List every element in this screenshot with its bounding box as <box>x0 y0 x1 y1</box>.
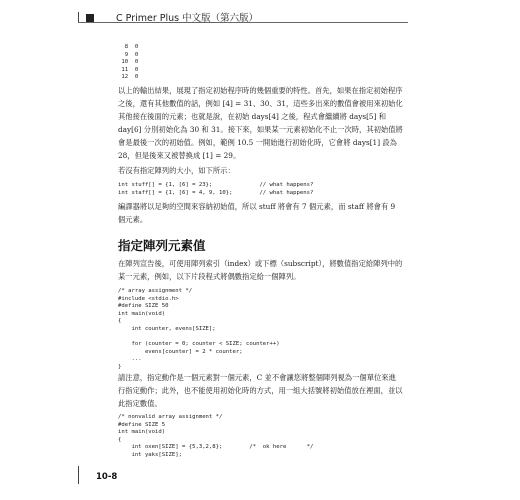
footer-rule-vertical <box>78 466 79 484</box>
code-array-assignment: /* array assignment */ #include <stdio.h> #define SIZE 50 int main(void) { int counter, evens[SIZE]; for (counter = 0; counter < SIZE; counter++) evens[counter] = 2 * counter; ... } <box>118 288 280 370</box>
output-listing: 8 0 9 0 10 0 11 0 12 0 <box>121 44 139 81</box>
code-nonvalid-assignment: /* nonvalid array assignment */ #define SIZE 5 int main(void) { int oxen[SIZE] = {5,3,2,8}; /* ok here */ int yaks[SIZE]; <box>118 414 314 458</box>
paragraph-assignment-rules: 請注意，指定動作是一個元素對一個元素，C 並不會讓您將整個陣列視為一個單位來進行指定動作；此外，也不能使用初始化時的方式，用一組大括號將初始值放在裡面，並以此指定數值。 <box>118 373 403 408</box>
paragraph-initializer-notes: 以上的輸出結果，展現了指定初始程序時的幾個重要的特性。首先，如果在指定初始程序之後，還有其他數值的話，例如 [4] = 31、30、31，這些多出來的數值會被用來初始化其他接在後面的元素；也就是說，在初始 days[4] 之後，程式會繼續將 days[5] 和 day[6] 分別初始化為 30 和 31。接下來，如果某一元素初始化不止一次時，其初始值將會是最後一次的初始值。例如，範例 10.5 一開始進行初始化時，它會將 days[1] 設為 28，但是後來又被替換成 [1] = 29。 <box>118 86 403 160</box>
paragraph-assignment-intro: 在陣列宣告後，可使用陣列索引（index）或下標（subscript），將數值指定給陣列中的某一元素，例如，以下片段程式將偶數指定給一個陣列。 <box>118 259 403 281</box>
page-number: 10-8 <box>96 472 118 482</box>
code-stuff-staff: int stuff[] = {1, [6] = 23}; // what happens? int staff[] = {1, [6] = 4, 9, 10}; // what happens? <box>118 182 314 196</box>
paragraph-no-size: 若沒有指定陣列的大小，如下所示： <box>118 166 235 175</box>
section-heading: 指定陣列元素值 <box>118 238 206 253</box>
paragraph-compiler-space: 編譯器將以足夠的空間來容納初始值，所以 stuff 將會有 7 個元素，而 staff 將會有 9 個元素。 <box>118 202 396 224</box>
running-header-title: C Primer Plus 中文版（第六版） <box>116 13 259 24</box>
header-marker <box>86 14 94 22</box>
